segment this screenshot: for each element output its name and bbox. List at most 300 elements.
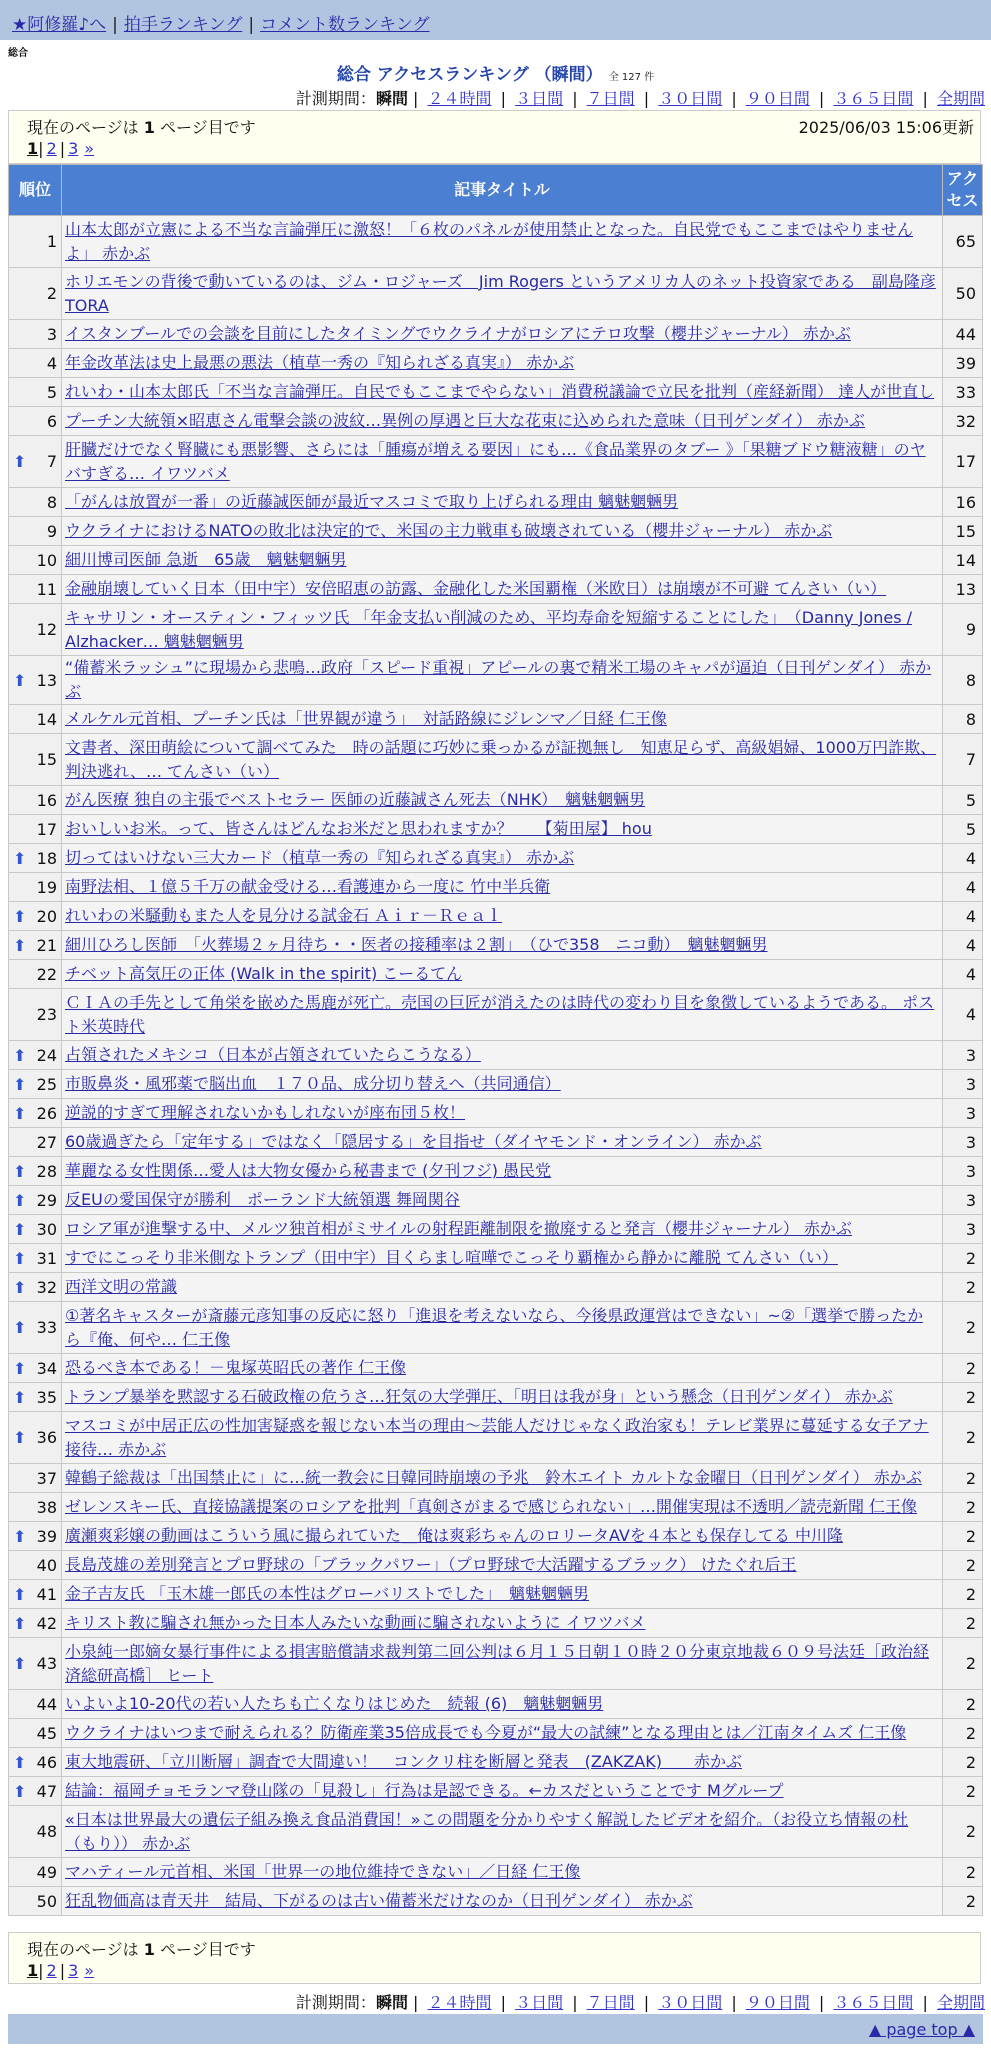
access-count: 16 — [943, 488, 983, 517]
rank-cell — [9, 1858, 62, 1887]
period-link[interactable]: ３６５日間 — [833, 1993, 914, 2012]
rank-number: 33 — [36, 1318, 57, 1337]
rank-cell — [9, 320, 62, 349]
access-count: 32 — [943, 407, 983, 436]
rank-number: 9 — [46, 521, 57, 541]
period-separator: | — [567, 89, 583, 108]
up-arrow-icon: ⬆ — [13, 1752, 27, 1772]
table-row — [9, 786, 983, 815]
article-title-link[interactable]: キャサリン・オースティン・フィッツ氏 「年金支払い削減のため、平均寿命を短縮することにした」 （Danny Jones / Alzhacker… 魑魅魍魎男 — [65, 607, 913, 651]
article-title-link[interactable]: がん医療 独自の主張でベストセラー 医師の近藤誠さん死去（NHK） 魑魅魍魎男 — [65, 790, 646, 809]
article-title-link[interactable]: 華麗なる女性関係…愛人は大物女優から秘書まで (夕刊フジ) 愚民党 — [65, 1161, 552, 1180]
article-title-link[interactable]: 占領されたメキシコ（日本が占領されていたらこうなる） — [65, 1045, 481, 1064]
article-title-link[interactable]: 反EUの愛国保守が勝利 ポーランド大統領選 舞岡関谷 — [65, 1190, 460, 1209]
access-count: 2 — [943, 1551, 983, 1580]
table-row — [9, 268, 983, 320]
article-title-link[interactable]: メルケル元首相、プーチン氏は「世界観が違う」 対話路線にジレンマ／日経 仁王像 — [65, 709, 667, 728]
article-title-link[interactable]: マスコミが中居正広の性加害疑惑を報じない本当の理由～芸能人だけじゃなく政治家も！テレビ業界に蔓延する女子アナ接待… 赤かぶ — [65, 1415, 929, 1459]
table-row — [9, 1412, 983, 1464]
rank-number: 23 — [36, 1005, 57, 1024]
rank-number: 17 — [36, 819, 57, 839]
rank-number: 50 — [36, 1891, 57, 1911]
rank-number: 37 — [36, 1468, 57, 1488]
table-row — [9, 1887, 983, 1916]
access-count: 4 — [943, 931, 983, 960]
table-row — [9, 815, 983, 844]
pager-bottom — [27, 1961, 97, 1980]
access-count: 2 — [943, 1719, 983, 1748]
rank-number: 12 — [36, 620, 57, 639]
table-header-row — [9, 165, 983, 216]
access-count: 44 — [943, 320, 983, 349]
access-count: 39 — [943, 349, 983, 378]
period-selector-top — [296, 86, 989, 109]
article-title-link[interactable]: マハティール元首相、米国「世界一の地位維持できない」／日経 仁王像 — [65, 1862, 581, 1881]
rank-cell — [9, 349, 62, 378]
up-arrow-icon: ⬆ — [13, 1161, 27, 1181]
access-count: 5 — [943, 786, 983, 815]
rank-number: 8 — [46, 492, 57, 512]
rank-cell — [9, 815, 62, 844]
rank-cell — [9, 216, 62, 268]
table-row — [9, 349, 983, 378]
title-cell — [62, 786, 943, 815]
rank-cell — [9, 268, 62, 320]
article-title-link[interactable]: 結論：福岡チョモランマ登山隊の「見殺し」行為は是認できる。←カスだということです Mグループ — [65, 1781, 784, 1800]
title-cell — [62, 1354, 943, 1383]
col-count-header: アクセス — [943, 165, 983, 216]
up-arrow-icon: ⬆ — [13, 1358, 27, 1378]
access-count: 33 — [943, 378, 983, 407]
rank-number: 5 — [46, 382, 57, 402]
article-title-link[interactable]: トランプ暴挙を黙認する石破政権の危うさ…狂気の大学弾圧、「明日は我が身」という懸念（日刊ゲンダイ） 赤かぶ — [65, 1387, 893, 1406]
period-link[interactable]: ２４時間 — [427, 89, 492, 108]
table-row — [9, 1777, 983, 1806]
rank-cell — [9, 575, 62, 604]
access-count: 2 — [943, 1493, 983, 1522]
rank-cell — [9, 656, 62, 705]
article-title-link[interactable]: 小泉純一郎嫡女暴行事件による損害賠償請求裁判第二回公判は６月１５日朝１０時２０分東京地裁６０９号法廷［政治経済総研高橋］ ヒート — [65, 1641, 930, 1685]
rank-number: 20 — [36, 906, 57, 926]
rank-number: 45 — [36, 1723, 57, 1743]
table-row — [9, 1070, 983, 1099]
rank-number: 47 — [36, 1781, 57, 1801]
rank-number: 46 — [36, 1752, 57, 1772]
article-title-link[interactable]: いよいよ10-20代の若い人たちも亡くなりはじめた 続報 (6) 魑魅魍魎男 — [65, 1694, 604, 1713]
rank-cell — [9, 873, 62, 902]
rank-cell — [9, 902, 62, 931]
period-link[interactable]: 全期間 — [936, 89, 985, 108]
period-current: 瞬間 — [375, 89, 408, 108]
period-link[interactable]: ７日間 — [586, 1993, 635, 2012]
article-title-link[interactable]: 年金改革法は史上最悪の悪法（植草一秀の『知られざる真実』） 赤かぶ — [65, 353, 575, 372]
page-info-num: 1 — [143, 1940, 155, 1959]
up-arrow-icon: ⬆ — [13, 670, 27, 690]
pager-separator: | — [38, 139, 44, 158]
rank-number: 43 — [36, 1654, 57, 1673]
access-count: 2 — [943, 1858, 983, 1887]
table-row — [9, 1157, 983, 1186]
access-count: 4 — [943, 873, 983, 902]
access-count: 2 — [943, 1522, 983, 1551]
period-link[interactable]: ３日間 — [515, 89, 564, 108]
rank-number: 1 — [46, 232, 57, 251]
title-cell — [62, 1806, 943, 1858]
rank-cell — [9, 1244, 62, 1273]
access-count: 9 — [943, 604, 983, 656]
period-link[interactable]: ３日間 — [515, 1993, 564, 2012]
period-link[interactable]: ９０日間 — [745, 89, 810, 108]
table-row — [9, 1099, 983, 1128]
table-row — [9, 1128, 983, 1157]
title-cell — [62, 1383, 943, 1412]
article-title-link[interactable]: 文書者、深田萌絵について調べてみた 時の話題に巧妙に乗っかるが証拠無し 知恵足らず、高級娼婦、1000万円詐欺、判決逃れ、… てんさい（い） — [65, 737, 937, 781]
title-cell — [62, 1522, 943, 1551]
rank-number: 19 — [36, 877, 57, 897]
table-row — [9, 436, 983, 488]
period-separator: | — [495, 89, 512, 108]
home-link[interactable]: ★阿修羅♪へ — [12, 15, 107, 35]
access-count: 7 — [943, 734, 983, 786]
access-count: 3 — [943, 1186, 983, 1215]
nav-separator: | — [112, 15, 118, 35]
access-count: 8 — [943, 705, 983, 734]
up-arrow-icon: ⬆ — [13, 1103, 27, 1123]
period-link[interactable]: ９０日間 — [745, 1993, 810, 2012]
title-cell — [62, 1244, 943, 1273]
title-cell — [62, 1128, 943, 1157]
table-row — [9, 1551, 983, 1580]
access-count: 2 — [943, 1806, 983, 1858]
table-row — [9, 1638, 983, 1690]
up-arrow-icon: ⬆ — [13, 1277, 27, 1297]
rank-cell — [9, 1215, 62, 1244]
rank-cell — [9, 1186, 62, 1215]
access-count: 65 — [943, 216, 983, 268]
title-cell — [62, 844, 943, 873]
up-arrow-icon: ⬆ — [13, 1318, 27, 1337]
table-row — [9, 1215, 983, 1244]
rank-number: 31 — [36, 1248, 57, 1268]
up-arrow-icon: ⬆ — [13, 1074, 27, 1094]
article-title-link[interactable]: 肝臓だけでなく腎臓にも悪影響、さらには「腫瘍が増える要因」にも…《食品業界のタブー 》「果糖ブドウ糖液糖」のヤバすぎる… イワツバメ — [65, 439, 926, 483]
article-title-link[interactable]: «日本は世界最大の遺伝子組み換え食品消費国！»この問題を分かりやすく解説したビデオを紹介。（お役立ち情報の杜（もり）） 赤かぶ — [65, 1809, 909, 1853]
table-row — [9, 1041, 983, 1070]
article-title-link[interactable]: 狂乱物価高は青天井 結局、下がるのは古い備蓄米だけなのか（日刊ゲンダイ） 赤かぶ — [65, 1891, 693, 1910]
rank-cell — [9, 488, 62, 517]
access-count: 2 — [943, 1609, 983, 1638]
table-row — [9, 1464, 983, 1493]
access-count: 8 — [943, 656, 983, 705]
access-count: 2 — [943, 1412, 983, 1464]
access-count: 2 — [943, 1354, 983, 1383]
access-count: 2 — [943, 1273, 983, 1302]
table-row — [9, 1273, 983, 1302]
table-row — [9, 705, 983, 734]
article-title-link[interactable]: ＣＩＡの手先として角栄を嵌めた馬鹿が死亡。売国の巨匠が消えたのは時代の変わり目を象徴しているようである。 ポスト米英時代 — [65, 992, 935, 1036]
article-title-link[interactable]: 「がんは放置が一番」の近藤誠医師が最近マスコミで取り上げられる理由 魑魅魍魎男 — [65, 492, 679, 511]
col-title-header: 記事タイトル — [62, 165, 943, 216]
article-title-link[interactable]: 西洋文明の常識 — [65, 1277, 178, 1296]
table-row — [9, 656, 983, 705]
article-title-link[interactable]: 60歳過ぎたら「定年する」ではなく「隠居する」を目指せ（ダイヤモンド・オンライン） 赤かぶ — [65, 1132, 762, 1151]
access-count: 3 — [943, 1099, 983, 1128]
article-title-link[interactable]: ウクライナはいつまで耐えられる？防衛産業35倍成長でも今夏が“最大の試練”となる理由とは／江南タイムズ 仁王像 — [65, 1723, 907, 1742]
article-title-link[interactable]: “備蓄米ラッシュ”に現場から悲鳴…政府「スピード重視」アピールの裏で精米工場のキャパが逼迫（日刊ゲンダイ） 赤かぶ — [65, 658, 932, 701]
title-cell — [62, 931, 943, 960]
access-count: 2 — [943, 1638, 983, 1690]
period-separator: | — [726, 1993, 742, 2012]
article-title-link[interactable]: 市販鼻炎・風邪薬で脳出血 １７０品、成分切り替えへ（共同通信） — [65, 1074, 561, 1093]
article-title-link[interactable]: プーチン大統領×昭恵さん電撃会談の波紋…異例の厚遇と巨大な花束に込められた意味（日刊ゲンダイ） 赤かぶ — [65, 411, 865, 430]
table-row — [9, 873, 983, 902]
page-info-top — [8, 110, 981, 164]
pager-page-link[interactable]: 3 — [68, 1961, 79, 1980]
clap-ranking-link[interactable]: 拍手ランキング — [123, 15, 243, 35]
title-cell — [62, 1638, 943, 1690]
access-count: 3 — [943, 1157, 983, 1186]
access-count: 2 — [943, 1777, 983, 1806]
article-title-link[interactable]: 細川ひろし医師 「火葬場２ヶ月待ち・・医者の接種率は２割」 （ひで358 ニコ動） 魑魅魍魎男 — [65, 935, 768, 954]
rank-number: 3 — [46, 324, 57, 344]
article-title-link[interactable]: 切ってはいけない三大カード（植草一秀の『知られざる真実』） 赤かぶ — [65, 848, 575, 867]
article-title-link[interactable]: れいわの米騒動もまた人を見分ける試金石 Ａｉｒ－Ｒｅａｌ — [65, 906, 503, 925]
rank-cell — [9, 1580, 62, 1609]
title-cell — [62, 575, 943, 604]
rank-number: 49 — [36, 1862, 57, 1882]
up-arrow-icon: ⬆ — [13, 1428, 27, 1447]
article-title-link[interactable]: すでにこっそり非米側なトランプ（田中宇）目くらまし喧嘩でこっそり覇権から静かに離脱 てんさい（い） — [65, 1248, 838, 1267]
title-cell — [62, 1412, 943, 1464]
article-title-link[interactable]: ゼレンスキー氏、直接協議提案のロシアを批判「真剣さがまるで感じられない」…開催実現は不透明／読売新聞 仁王像 — [65, 1497, 918, 1516]
rank-number: 2 — [46, 284, 57, 303]
up-arrow-icon: ⬆ — [13, 1387, 27, 1407]
rank-cell — [9, 1412, 62, 1464]
access-count: 2 — [943, 1580, 983, 1609]
rank-cell — [9, 407, 62, 436]
article-title-link[interactable]: 南野法相、１億５千万の献金受ける…看護連から一度に 竹中半兵衛 — [65, 877, 551, 896]
title-cell — [62, 1273, 943, 1302]
rank-cell — [9, 1383, 62, 1412]
pager-separator: | — [59, 139, 66, 158]
page-title — [0, 60, 991, 85]
rank-cell — [9, 1690, 62, 1719]
access-count: 4 — [943, 960, 983, 989]
rank-cell — [9, 1070, 62, 1099]
rank-cell — [9, 1748, 62, 1777]
col-rank-header: 順位 — [9, 165, 62, 216]
access-count: 14 — [943, 546, 983, 575]
access-count: 13 — [943, 575, 983, 604]
title-cell — [62, 1858, 943, 1887]
rank-number: 15 — [36, 750, 57, 769]
period-separator: | — [726, 89, 742, 108]
rank-number: 30 — [36, 1219, 57, 1239]
ranking-table — [8, 164, 983, 1916]
table-row — [9, 1244, 983, 1273]
table-row — [9, 1748, 983, 1777]
rank-number: 35 — [36, 1387, 57, 1407]
title-cell — [62, 1887, 943, 1916]
title-cell — [62, 1186, 943, 1215]
period-separator: | — [813, 1993, 830, 2012]
period-label: 計測期間： — [295, 89, 376, 108]
rank-number: 29 — [36, 1190, 57, 1210]
article-title-link[interactable]: 逆説的すぎて理解されないかもしれないが座布団５枚！ — [65, 1103, 466, 1122]
access-count: 5 — [943, 815, 983, 844]
up-arrow-icon: ⬆ — [13, 1045, 27, 1065]
up-arrow-icon: ⬆ — [13, 1248, 27, 1268]
title-cell — [62, 1551, 943, 1580]
table-row — [9, 931, 983, 960]
article-title-link[interactable]: ①著名キャスターが斎藤元彦知事の反応に怒り「進退を考えないなら、今後県政運営はできない」~②「選挙で勝ったから『俺、何や… 仁王像 — [65, 1305, 924, 1349]
period-link[interactable]: 全期間 — [936, 1993, 985, 2012]
article-title-link[interactable]: 細川博司医師 急逝 65歳 魑魅魍魎男 — [65, 550, 347, 569]
table-row — [9, 960, 983, 989]
title-cell — [62, 1493, 943, 1522]
rank-number: 13 — [36, 670, 57, 690]
pager-current-page: 1 — [27, 139, 39, 158]
title-cell — [62, 1777, 943, 1806]
access-count: 3 — [943, 1070, 983, 1099]
total-count: 全 127 件 — [608, 72, 655, 83]
title-cell — [62, 216, 943, 268]
access-count: 2 — [943, 1887, 983, 1916]
rank-cell — [9, 1777, 62, 1806]
title-cell — [62, 268, 943, 320]
access-count: 2 — [943, 1383, 983, 1412]
rank-number: 14 — [36, 709, 57, 729]
table-row — [9, 488, 983, 517]
period-separator: | — [638, 89, 655, 108]
article-title-link[interactable]: おいしいお米。って、皆さんはどんなお米だと思われますか？ 【菊田屋】 hou — [65, 819, 652, 838]
period-link[interactable]: ３０日間 — [658, 1993, 723, 2012]
title-cell — [62, 407, 943, 436]
access-count: 2 — [943, 1302, 983, 1354]
up-arrow-icon: ⬆ — [13, 1219, 27, 1239]
access-count: 4 — [943, 844, 983, 873]
rank-number: 26 — [36, 1103, 57, 1123]
period-separator: | — [567, 1993, 583, 2012]
page-top-link[interactable]: ▲ page top ▲ — [868, 2020, 975, 2039]
rank-cell — [9, 1493, 62, 1522]
up-arrow-icon: ⬆ — [13, 1526, 27, 1546]
rank-cell — [9, 546, 62, 575]
table-row — [9, 844, 983, 873]
pager-next-link[interactable]: » — [84, 1961, 95, 1980]
article-title-link[interactable]: 恐るべき本である！－鬼塚英昭氏の著作 仁王像 — [65, 1358, 407, 1377]
title-cell — [62, 902, 943, 931]
access-count: 2 — [943, 1244, 983, 1273]
pager-page-link[interactable]: 3 — [68, 139, 79, 158]
period-link[interactable]: ３０日間 — [658, 89, 723, 108]
period-link[interactable]: ７日間 — [586, 89, 635, 108]
article-title-link[interactable]: イスタンブールでの会談を目前にしたタイミングでウクライナがロシアにテロ攻撃（櫻井ジャーナル） 赤かぶ — [65, 324, 851, 343]
rank-number: 16 — [36, 790, 57, 810]
rank-cell — [9, 1464, 62, 1493]
rank-number: 42 — [36, 1613, 57, 1633]
pager-page-link[interactable]: 2 — [46, 1961, 57, 1980]
access-count: 4 — [943, 902, 983, 931]
period-link[interactable]: ２４時間 — [427, 1993, 492, 2012]
rank-cell — [9, 786, 62, 815]
period-link[interactable]: ３６５日間 — [833, 89, 914, 108]
up-arrow-icon: ⬆ — [13, 1654, 27, 1673]
pager-page-link[interactable]: 2 — [46, 139, 57, 158]
rank-number: 44 — [36, 1694, 57, 1714]
table-row — [9, 1806, 983, 1858]
period-separator: | — [917, 1993, 933, 2012]
article-title-link[interactable]: ロシア軍が進撃する中、メルツ独首相がミサイルの射程距離制限を撤廃すると発言（櫻井ジャーナル） 赤かぶ — [65, 1219, 852, 1238]
title-cell — [62, 1719, 943, 1748]
table-row — [9, 1609, 983, 1638]
rank-number: 11 — [36, 579, 57, 599]
article-title-link[interactable]: ウクライナにおけるNATOの敗北は決定的で、米国の主力戦車も破壊されている（櫻井ジャーナル） 赤かぶ — [65, 521, 833, 540]
access-count: 4 — [943, 989, 983, 1041]
title-cell — [62, 436, 943, 488]
article-title-link[interactable]: 韓鶴子総裁は「出国禁止に」に…統一教会に日韓同時崩壊の予兆 鈴木エイト カルトな金曜日（日刊ゲンダイ） 赤かぶ — [65, 1468, 922, 1487]
page-info-num: 1 — [143, 118, 155, 137]
article-title-link[interactable]: 東大地震研、「立川断層」調査で大間違い！ コンクリ柱を断層と発表 (ZAKZAK) 赤かぶ — [65, 1752, 742, 1771]
breadcrumb: 総合 — [8, 48, 28, 59]
rank-cell — [9, 1041, 62, 1070]
pager-next-link[interactable]: » — [84, 139, 95, 158]
title-cell — [62, 815, 943, 844]
article-title-link[interactable]: キリスト教に騙され無かった日本人みたいな動画に騙されないように イワツバメ — [65, 1613, 646, 1632]
table-row — [9, 1354, 983, 1383]
up-arrow-icon: ⬆ — [13, 1584, 27, 1604]
table-row — [9, 378, 983, 407]
title-cell — [62, 604, 943, 656]
article-title-link[interactable]: チベット高気圧の正体 (Walk in the spirit) こーるてん — [65, 964, 463, 983]
article-title-link[interactable]: 山本太郎が立憲による不当な言論弾圧に激怒！「６枚のパネルが使用禁止となった。自民党でもここまではやりませんよ」 赤かぶ — [65, 219, 914, 263]
access-count: 3 — [943, 1215, 983, 1244]
rank-number: 34 — [36, 1358, 57, 1378]
rank-number: 27 — [36, 1132, 57, 1152]
article-title-link[interactable]: 金子吉友氏 「玉木雄一郎氏の本性はグローバリストでした」 魑魅魍魎男 — [65, 1584, 589, 1603]
pager-separator: | — [38, 1961, 44, 1980]
title-cell — [62, 1580, 943, 1609]
title-cell — [62, 1157, 943, 1186]
title-cell — [62, 349, 943, 378]
rank-cell — [9, 1551, 62, 1580]
title-cell — [62, 1302, 943, 1354]
period-separator: | — [917, 89, 933, 108]
article-title-link[interactable]: 長島茂雄の差別発言とプロ野球の「ブラックパワー」（プロ野球で大活躍するブラック） けたぐれ后王 — [65, 1555, 797, 1574]
rank-number: 41 — [36, 1584, 57, 1604]
article-title-link[interactable]: れいわ・山本太郎氏「不当な言論弾圧。自民でもここまでやらない」消費税議論で立民を批判（産経新聞） 達人が世直し — [65, 382, 935, 401]
article-title-link[interactable]: 金融崩壊していく日本（田中宇）安倍昭恵の訪露、金融化した米国覇権（米欧日）は崩壊が不可避 てんさい（い） — [65, 579, 887, 598]
rank-cell — [9, 960, 62, 989]
page-info-text — [27, 1937, 256, 1960]
table-row — [9, 517, 983, 546]
table-row — [9, 320, 983, 349]
article-title-link[interactable]: 廣瀬爽彩嬢の動画はこういう風に撮られていた＿俺は爽彩ちゃんのロリータAVを４本とも保存してる 中川隆 — [65, 1526, 843, 1545]
period-separator: | — [407, 1993, 424, 2012]
access-count: 2 — [943, 1748, 983, 1777]
pager-top — [27, 139, 97, 158]
comment-ranking-link[interactable]: コメント数ランキング — [260, 15, 430, 35]
title-cell — [62, 1215, 943, 1244]
article-title-link[interactable]: ホリエモンの背後で動いているのは、ジム・ロジャーズ Jim Rogers というアメリカ人のネット投資家である 副島隆彦 TORA — [65, 271, 936, 315]
title-cell — [62, 1748, 943, 1777]
rank-cell — [9, 1302, 62, 1354]
rank-cell — [9, 1099, 62, 1128]
page-info-suffix: ページ目です — [160, 1940, 256, 1959]
period-label: 計測期間： — [295, 1993, 376, 2012]
rank-cell — [9, 931, 62, 960]
ranking-table-body — [9, 216, 983, 1916]
